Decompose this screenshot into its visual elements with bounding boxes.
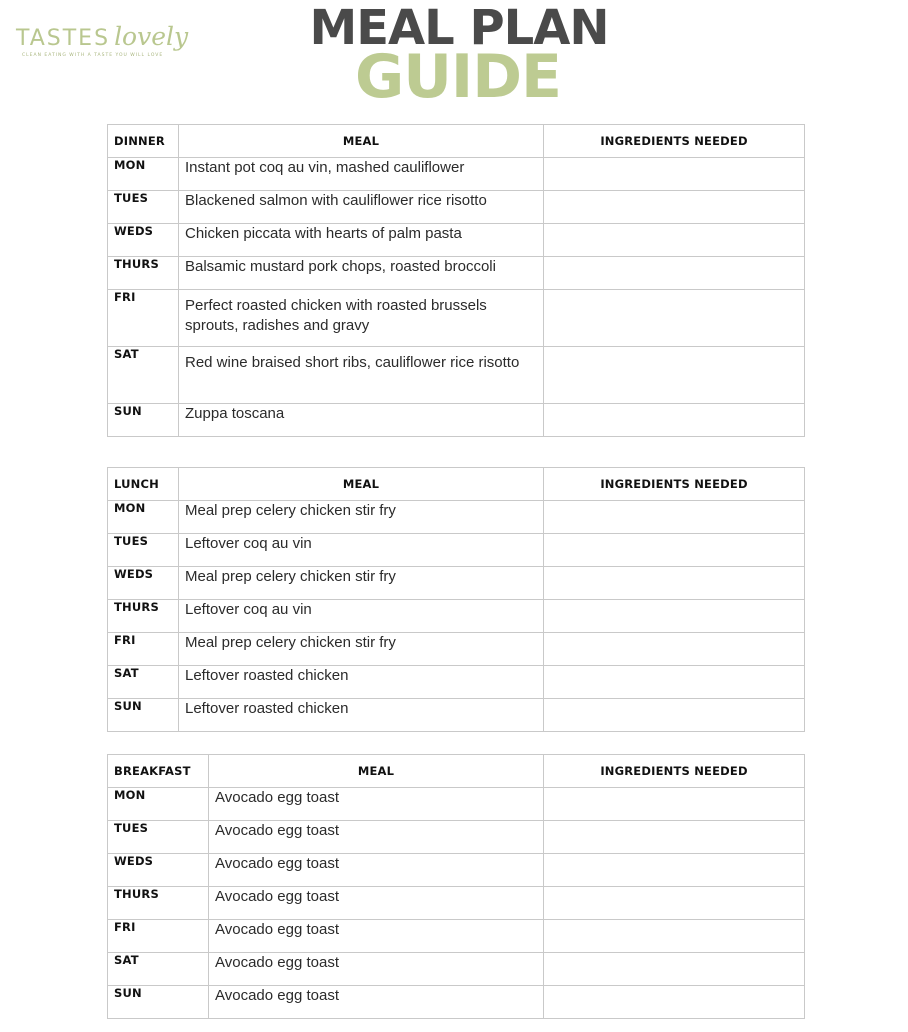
meal-cell[interactable]: Avocado egg toast [209,986,544,1019]
day-label: FRI [108,920,209,953]
ingredients-cell[interactable] [544,290,805,347]
ingredients-cell[interactable] [544,158,805,191]
table-row [108,158,805,191]
table-row [108,347,805,404]
ingredients-cell[interactable] [544,854,805,887]
ingredients-cell[interactable] [544,633,805,666]
table-row [108,600,805,633]
day-label: SAT [108,347,179,404]
logo-text-tastes: TASTES [16,26,111,51]
meal-cell[interactable]: Zuppa toscana [179,404,544,437]
logo-wordmark [16,22,206,51]
day-label: SAT [108,666,179,699]
meal-cell[interactable]: Avocado egg toast [209,887,544,920]
ingredients-cell[interactable] [544,191,805,224]
table-row [108,224,805,257]
table-row [108,404,805,437]
meal-cell[interactable]: Meal prep celery chicken stir fry [179,633,544,666]
ingredients-cell[interactable] [544,224,805,257]
meal-cell[interactable]: Avocado egg toast [209,854,544,887]
table-row [108,633,805,666]
day-label: SAT [108,953,209,986]
day-label: MON [108,788,209,821]
ingredients-cell[interactable] [544,821,805,854]
ingredients-cell[interactable] [544,600,805,633]
table-row [108,920,805,953]
table-row [108,986,805,1019]
ingredients-cell[interactable] [544,534,805,567]
meal-cell[interactable]: Avocado egg toast [209,821,544,854]
table-row [108,699,805,732]
day-label: SUN [108,986,209,1019]
day-label: THURS [108,257,179,290]
table-row [108,191,805,224]
meal-cell[interactable]: Avocado egg toast [209,953,544,986]
section-header-breakfast: BREAKFAST [108,755,209,788]
table-row [108,788,805,821]
table-row [108,887,805,920]
day-label: WEDS [108,567,179,600]
meal-cell[interactable]: Avocado egg toast [209,920,544,953]
ingredients-column-header: INGREDIENTS NEEDED [544,755,805,788]
ingredients-cell[interactable] [544,347,805,404]
meal-cell[interactable]: Blackened salmon with cauliflower rice risotto [179,191,544,224]
brand-logo [16,22,206,58]
logo-tagline: CLEAN EATING WITH A TASTE YOU WILL LOVE [22,53,164,58]
ingredients-cell[interactable] [544,986,805,1019]
day-label: FRI [108,633,179,666]
table-row [108,666,805,699]
lunch-table [107,467,805,732]
meal-cell[interactable]: Leftover coq au vin [179,534,544,567]
ingredients-column-header: INGREDIENTS NEEDED [544,125,805,158]
day-label: WEDS [108,224,179,257]
meal-cell[interactable]: Leftover coq au vin [179,600,544,633]
meal-cell[interactable]: Leftover roasted chicken [179,699,544,732]
meal-cell[interactable]: Instant pot coq au vin, mashed cauliflower [179,158,544,191]
table-header-row [108,755,805,788]
meal-cell[interactable]: Perfect roasted chicken with roasted brussels sprouts, radishes and gravy [179,290,544,347]
day-label: TUES [108,191,179,224]
table-row [108,257,805,290]
meal-cell[interactable]: Leftover roasted chicken [179,666,544,699]
table-row [108,953,805,986]
day-label: THURS [108,887,209,920]
table-row [108,501,805,534]
table-header-row [108,468,805,501]
ingredients-cell[interactable] [544,567,805,600]
ingredients-cell[interactable] [544,788,805,821]
ingredients-cell[interactable] [544,257,805,290]
page-title-line1: MEAL PLAN [309,0,609,56]
table-row [108,567,805,600]
meal-column-header: MEAL [179,125,544,158]
table-header-row [108,125,805,158]
section-header-dinner: DINNER [108,125,179,158]
day-label: SUN [108,404,179,437]
table-row [108,854,805,887]
meal-cell[interactable]: Avocado egg toast [209,788,544,821]
dinner-table [107,124,805,437]
meal-column-header: MEAL [209,755,544,788]
meal-cell[interactable]: Red wine braised short ribs, cauliflower rice risotto [179,347,544,404]
meal-cell[interactable]: Balsamic mustard pork chops, roasted broccoli [179,257,544,290]
ingredients-cell[interactable] [544,666,805,699]
meal-column-header: MEAL [179,468,544,501]
ingredients-cell[interactable] [544,699,805,732]
meal-cell[interactable]: Meal prep celery chicken stir fry [179,567,544,600]
meal-cell[interactable]: Meal prep celery chicken stir fry [179,501,544,534]
ingredients-cell[interactable] [544,404,805,437]
day-label: TUES [108,534,179,567]
ingredients-cell[interactable] [544,501,805,534]
page-title-line2: GUIDE [354,42,562,112]
ingredients-cell[interactable] [544,887,805,920]
table-row [108,290,805,347]
day-label: THURS [108,600,179,633]
day-label: MON [108,158,179,191]
day-label: FRI [108,290,179,347]
ingredients-cell[interactable] [544,953,805,986]
day-label: TUES [108,821,209,854]
breakfast-table [107,754,805,1019]
logo-text-lovely: lovely [114,22,189,51]
day-label: WEDS [108,854,209,887]
ingredients-cell[interactable] [544,920,805,953]
day-label: MON [108,501,179,534]
section-header-lunch: LUNCH [108,468,179,501]
meal-cell[interactable]: Chicken piccata with hearts of palm pasta [179,224,544,257]
day-label: SUN [108,699,179,732]
table-row [108,821,805,854]
table-row [108,534,805,567]
ingredients-column-header: INGREDIENTS NEEDED [544,468,805,501]
